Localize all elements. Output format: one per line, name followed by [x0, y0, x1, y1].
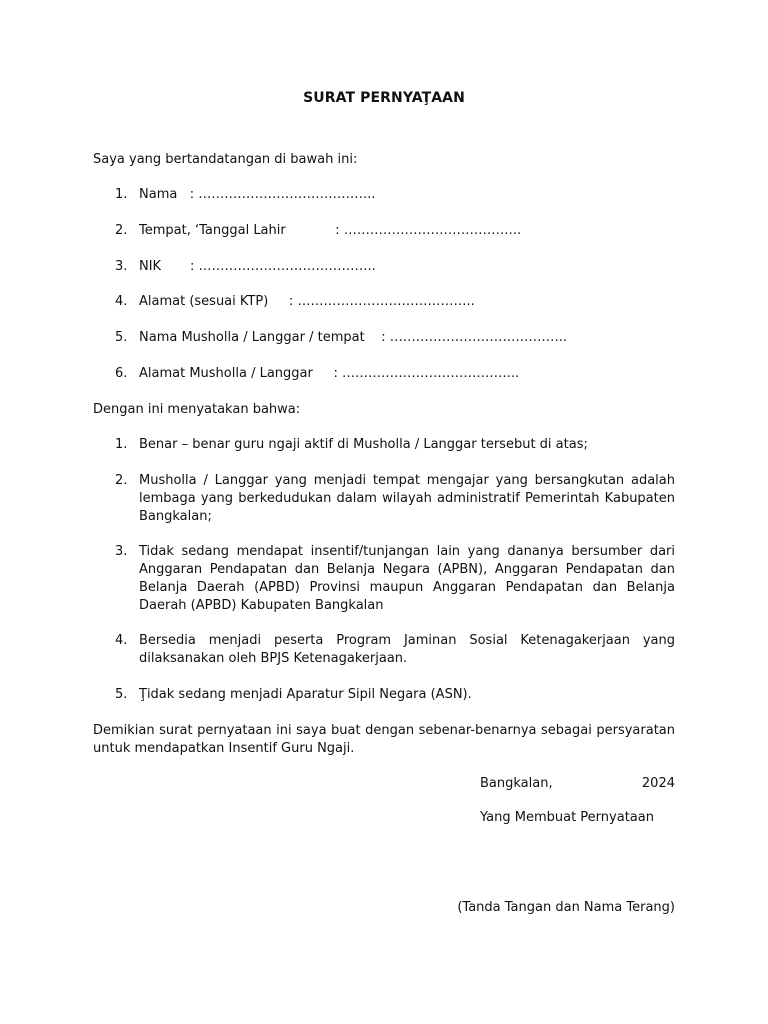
- statement-item: [115, 543, 675, 615]
- field-text: Nama Musholla / Langgar / tempat : …………………………………..: [139, 330, 567, 345]
- closing-paragraph: Demikian surat pernyataan ini saya buat dengan sebenar-benarnya sebagai persyaratan untuk mendapatkan Insentif Guru Ngaji.: [93, 723, 675, 756]
- statement-intro: Dengan ini menyatakan bahwa:: [93, 402, 301, 417]
- field-item-musholla-address: [115, 365, 675, 383]
- field-item-musholla-name: [115, 329, 675, 347]
- statement-text: Bersedia menjadi peserta Program Jaminan Sosial Ketenagakerjaan yang dilaksanakan oleh BPJS Ketenagakerjaan.: [139, 633, 675, 666]
- intro-text: Saya yang bertandatangan di bawah ini:: [93, 152, 358, 167]
- field-item-address: [115, 293, 675, 311]
- statement-number: 1.: [115, 437, 128, 452]
- statement-item: [115, 472, 675, 526]
- field-text: NIK : …………………………………..: [139, 259, 376, 274]
- field-number: 5.: [115, 330, 128, 345]
- signer-label: Yang Membuat Pernyataan: [480, 810, 654, 825]
- field-text: Alamat Musholla / Langgar : …………………………………..: [139, 366, 520, 381]
- statement-text: Musholla / Langgar yang menjadi tempat mengajar yang bersangkutan adalah lembaga yang berkedudukan dalam wilayah administratif Pemerintah Kabupaten Bangkalan;: [139, 473, 675, 524]
- statement-text: Tidak sedang mendapat insentif/tunjangan lain yang dananya bersumber dari Anggaran Pendapatan dan Belanja Negara (APBN), Anggaran Pendapatan dan Belanja Daerah (APBD) Provinsi maupun Anggaran Pendapatan dan Belanja Daerah (APBD) Kabupaten Bangkalan: [139, 544, 675, 613]
- year-text: 2024: [641, 776, 675, 791]
- place-text: Bangkalan,: [480, 776, 553, 791]
- field-number: 1.: [115, 187, 128, 202]
- statement-number: 2.: [115, 473, 128, 488]
- statement-item: [115, 686, 675, 704]
- statement-item: [115, 436, 675, 454]
- field-item-birth: [115, 222, 675, 240]
- field-number: 4.: [115, 294, 128, 309]
- statement-item: [115, 632, 675, 668]
- field-number: 3.: [115, 259, 128, 274]
- statement-number: 3.: [115, 544, 128, 559]
- document-title: SURAT PERNYAŢAAN: [303, 90, 465, 106]
- statement-text: Ţidak sedang menjadi Aparatur Sipil Negara (ASN).: [139, 687, 472, 702]
- field-number: 6.: [115, 366, 128, 381]
- field-text: Alamat (sesuai KTP) : …………………………………..: [139, 294, 475, 309]
- field-item-name: [115, 186, 675, 204]
- field-text: Tempat, ‘Tanggal Lahir : …………………………………..: [139, 223, 522, 238]
- statement-number: 5.: [115, 687, 128, 702]
- field-item-nik: [115, 258, 675, 276]
- field-number: 2.: [115, 223, 128, 238]
- statement-number: 4.: [115, 633, 128, 648]
- field-text: Nama : …………………………………..: [139, 187, 376, 202]
- signature-note: (Tanda Tangan dan Nama Terang): [457, 900, 675, 915]
- statement-text: Benar – benar guru ngaji aktif di Musholla / Langgar tersebut di atas;: [139, 437, 588, 452]
